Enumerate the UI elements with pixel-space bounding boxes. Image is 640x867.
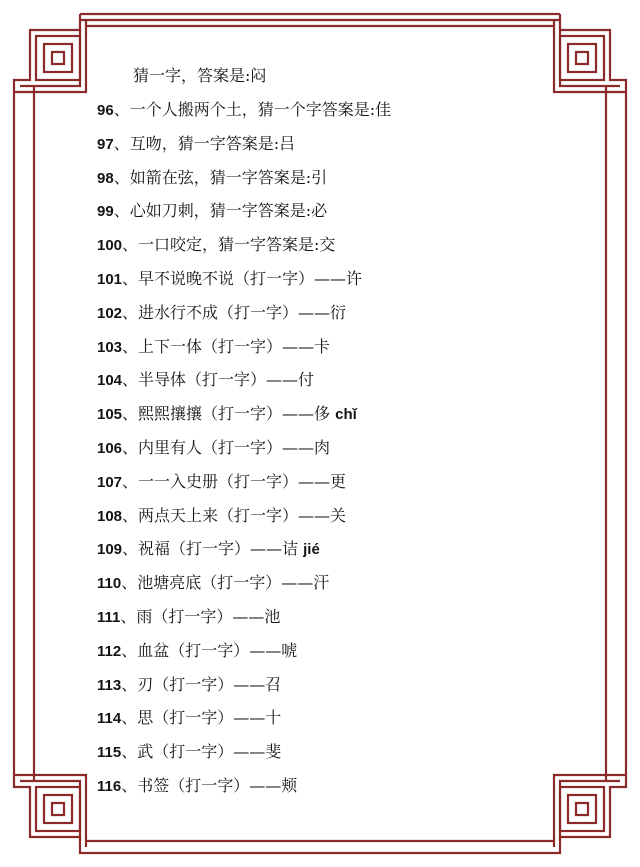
item-number: 113 xyxy=(97,677,122,694)
item-text: 、武（打一字）——斐 xyxy=(121,742,282,761)
item-text: 、熙熙攘攘（打一字）——侈 xyxy=(122,404,336,423)
item-text: 、思（打一字）——十 xyxy=(121,708,282,727)
item-text: 、心如刀刺，猜一字答案是:必 xyxy=(113,201,328,220)
list-item xyxy=(97,134,295,154)
item-number: 107 xyxy=(97,474,123,491)
list-item xyxy=(97,742,281,762)
list-item xyxy=(97,168,327,188)
item-number: 109 xyxy=(97,541,123,558)
item-number: 110 xyxy=(97,575,122,592)
item-number: 114 xyxy=(97,710,122,727)
list-item xyxy=(97,607,280,627)
item-text: 、一一入史册（打一字）——更 xyxy=(122,472,347,491)
item-text: 、互吻，猜一字答案是:吕 xyxy=(113,134,296,153)
item-text: 、祝福（打一字）——诘 xyxy=(122,539,304,558)
item-text: 、血盆（打一字）——唬 xyxy=(121,641,298,660)
item-number: 97 xyxy=(97,136,114,153)
list-item xyxy=(97,370,314,390)
item-text: 、进水行不成（打一字）——衍 xyxy=(122,303,347,322)
list-item xyxy=(97,776,297,796)
riddle-line-intro: 猜一字，答案是:闷 xyxy=(133,66,267,85)
item-number: 115 xyxy=(97,744,122,761)
list-item xyxy=(97,641,297,661)
item-number: 108 xyxy=(97,508,123,525)
list-item xyxy=(97,708,281,728)
item-text: 、一个人搬两个土，猜一个字答案是:佳 xyxy=(113,100,392,119)
list-item xyxy=(97,675,281,695)
item-number: 104 xyxy=(97,372,123,389)
list-item xyxy=(97,472,346,492)
item-number: 103 xyxy=(97,339,123,356)
item-number: 96 xyxy=(97,102,114,119)
item-number: 112 xyxy=(97,643,122,660)
list-item xyxy=(97,573,329,593)
item-text: 、早不说晚不说（打一字）——许 xyxy=(122,269,363,288)
item-number: 105 xyxy=(97,406,123,423)
list-item xyxy=(97,506,346,526)
item-pinyin: chǐ xyxy=(335,406,357,423)
item-text: 、雨（打一字）——池 xyxy=(120,607,281,626)
list-item xyxy=(97,235,335,255)
item-text: 、池塘亮底（打一字）——汗 xyxy=(121,573,330,592)
list-item xyxy=(97,100,391,120)
item-text: 、内里有人（打一字）——肉 xyxy=(122,438,331,457)
item-number: 116 xyxy=(97,778,122,795)
item-text: 、半导体（打一字）——付 xyxy=(122,370,315,389)
item-text: 、如箭在弦，猜一字答案是:引 xyxy=(113,168,328,187)
item-number: 98 xyxy=(97,170,114,187)
item-number: 102 xyxy=(97,305,123,322)
list-item xyxy=(97,438,330,458)
list-item xyxy=(97,269,362,289)
item-text: 、上下一体（打一字）——卡 xyxy=(122,337,331,356)
item-number: 111 xyxy=(97,609,121,626)
list-item xyxy=(97,201,327,221)
item-number: 99 xyxy=(97,203,114,220)
item-number: 100 xyxy=(97,237,123,254)
item-number: 106 xyxy=(97,440,123,457)
list-item xyxy=(97,539,320,559)
item-pinyin: jié xyxy=(303,541,320,558)
list-item xyxy=(97,337,330,357)
item-text: 、刃（打一字）——召 xyxy=(121,675,282,694)
item-text: 、书签（打一字）——颊 xyxy=(121,776,298,795)
item-text: 、两点天上来（打一字）——关 xyxy=(122,506,347,525)
list-item xyxy=(97,404,357,424)
item-text: 、一口咬定，猜一字答案是:交 xyxy=(122,235,336,254)
list-item xyxy=(97,303,346,323)
item-number: 101 xyxy=(97,271,123,288)
